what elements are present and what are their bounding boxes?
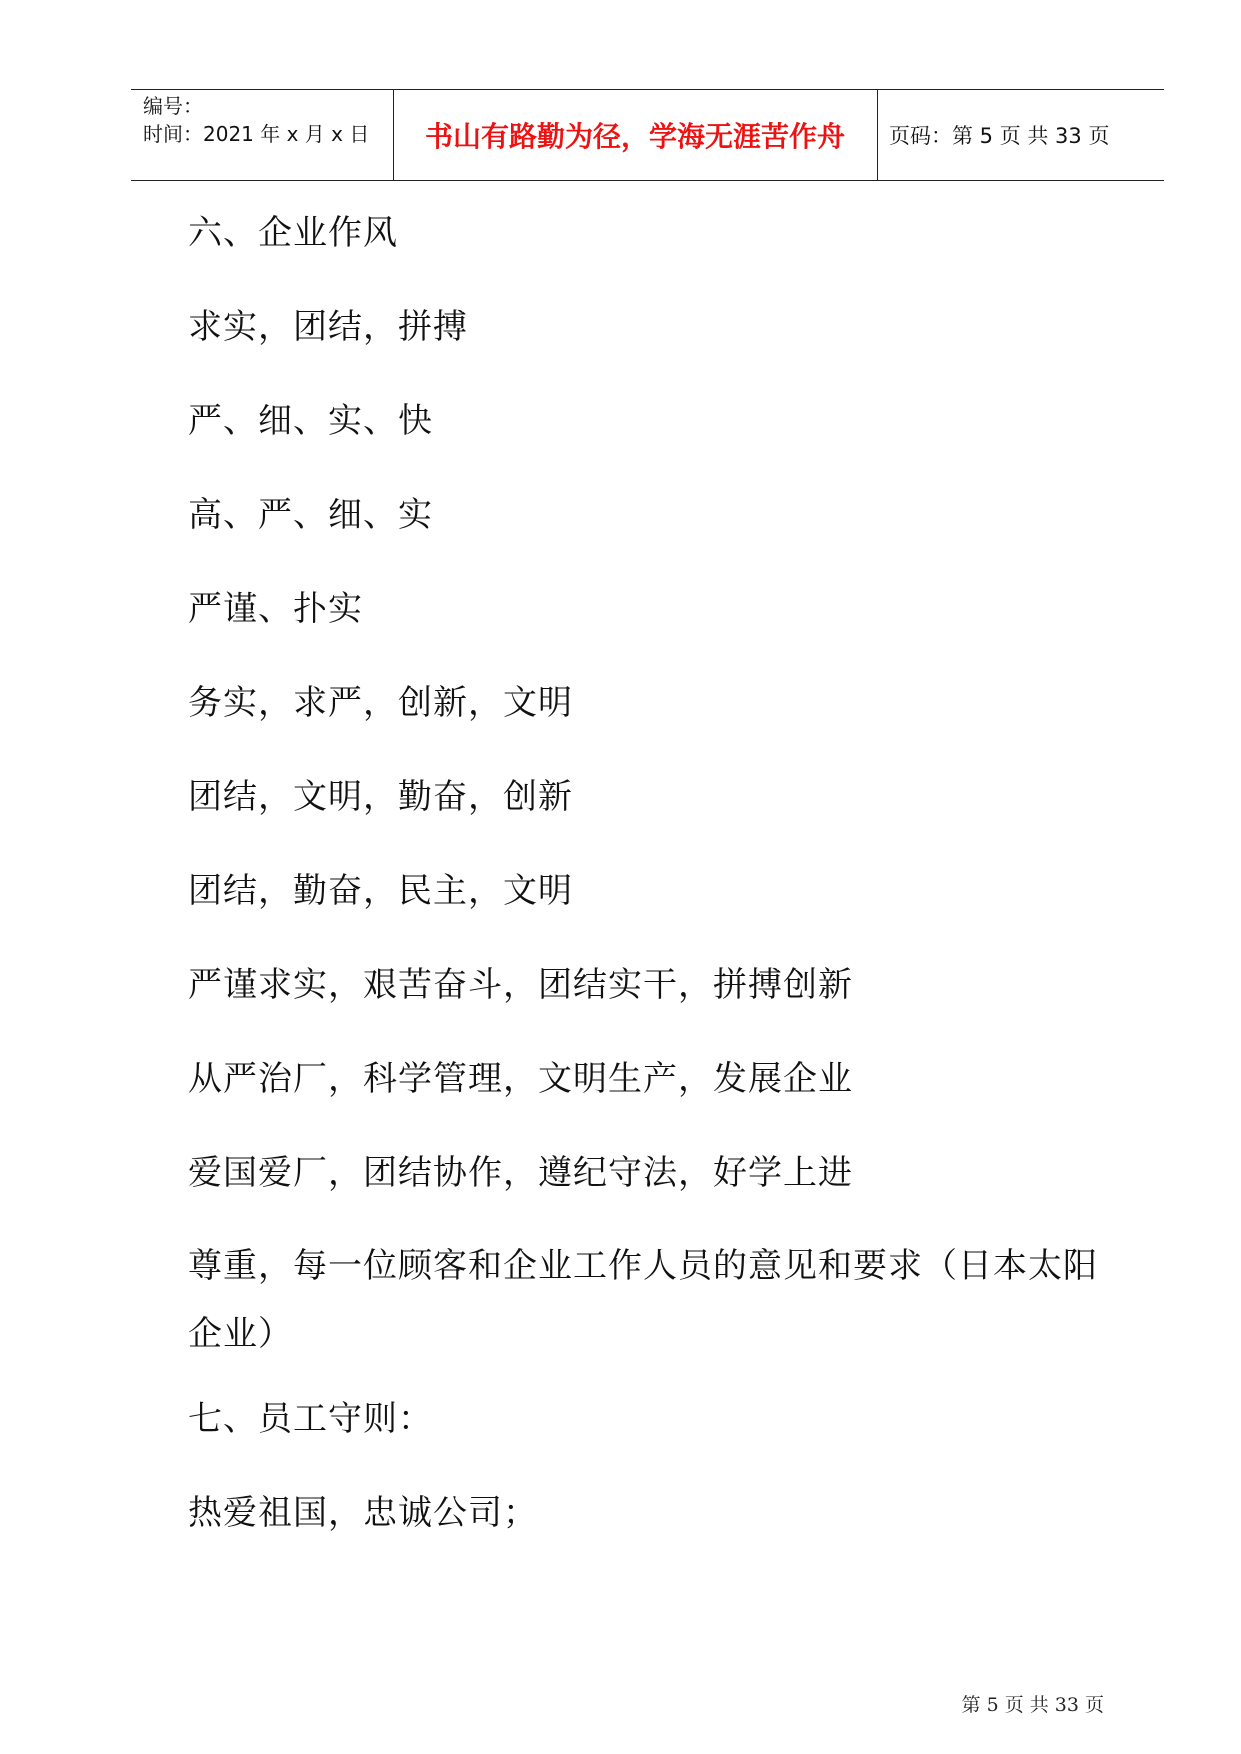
body-line: 严谨、扑实 — [188, 589, 363, 629]
body-line: 尊重，每一位顾客和企业工作人员的意见和要求（日本太阳企业） — [188, 1246, 1098, 1354]
header-motto: 书山有路勤为径，学海无涯苦作舟 — [424, 119, 845, 153]
header-divider-right — [877, 90, 878, 180]
section-heading-employee-code: 七、员工守则： — [188, 1399, 433, 1439]
section-heading-corporate-style: 六、企业作风 — [188, 213, 398, 253]
body-line: 求实，团结，拼搏 — [188, 307, 468, 347]
document-number-label: 编号： — [143, 94, 203, 118]
body-line: 严、细、实、快 — [188, 401, 433, 441]
page-footer: 第 5 页 共 33 页 — [961, 1694, 1104, 1716]
body-line: 团结，勤奋，民主，文明 — [188, 871, 573, 911]
body-line: 团结，文明，勤奋，创新 — [188, 777, 573, 817]
body-line: 热爱祖国，忠诚公司； — [188, 1493, 538, 1533]
body-line: 高、严、细、实 — [188, 495, 433, 535]
body-line: 从严治厂，科学管理，文明生产，发展企业 — [188, 1059, 853, 1099]
body-line: 务实，求严，创新，文明 — [188, 683, 573, 723]
header-meta — [143, 92, 369, 148]
document-header — [131, 89, 1164, 181]
body-line: 严谨求实，艰苦奋斗，团结实干，拼搏创新 — [188, 965, 853, 1005]
document-body — [188, 210, 1118, 1584]
document-time-label: 时间：2021 年 x 月 x 日 — [143, 122, 370, 146]
header-page-info: 页码：第 5 页 共 33 页 — [889, 123, 1110, 148]
body-line: 爱国爱厂，团结协作，遵纪守法，好学上进 — [188, 1153, 853, 1193]
